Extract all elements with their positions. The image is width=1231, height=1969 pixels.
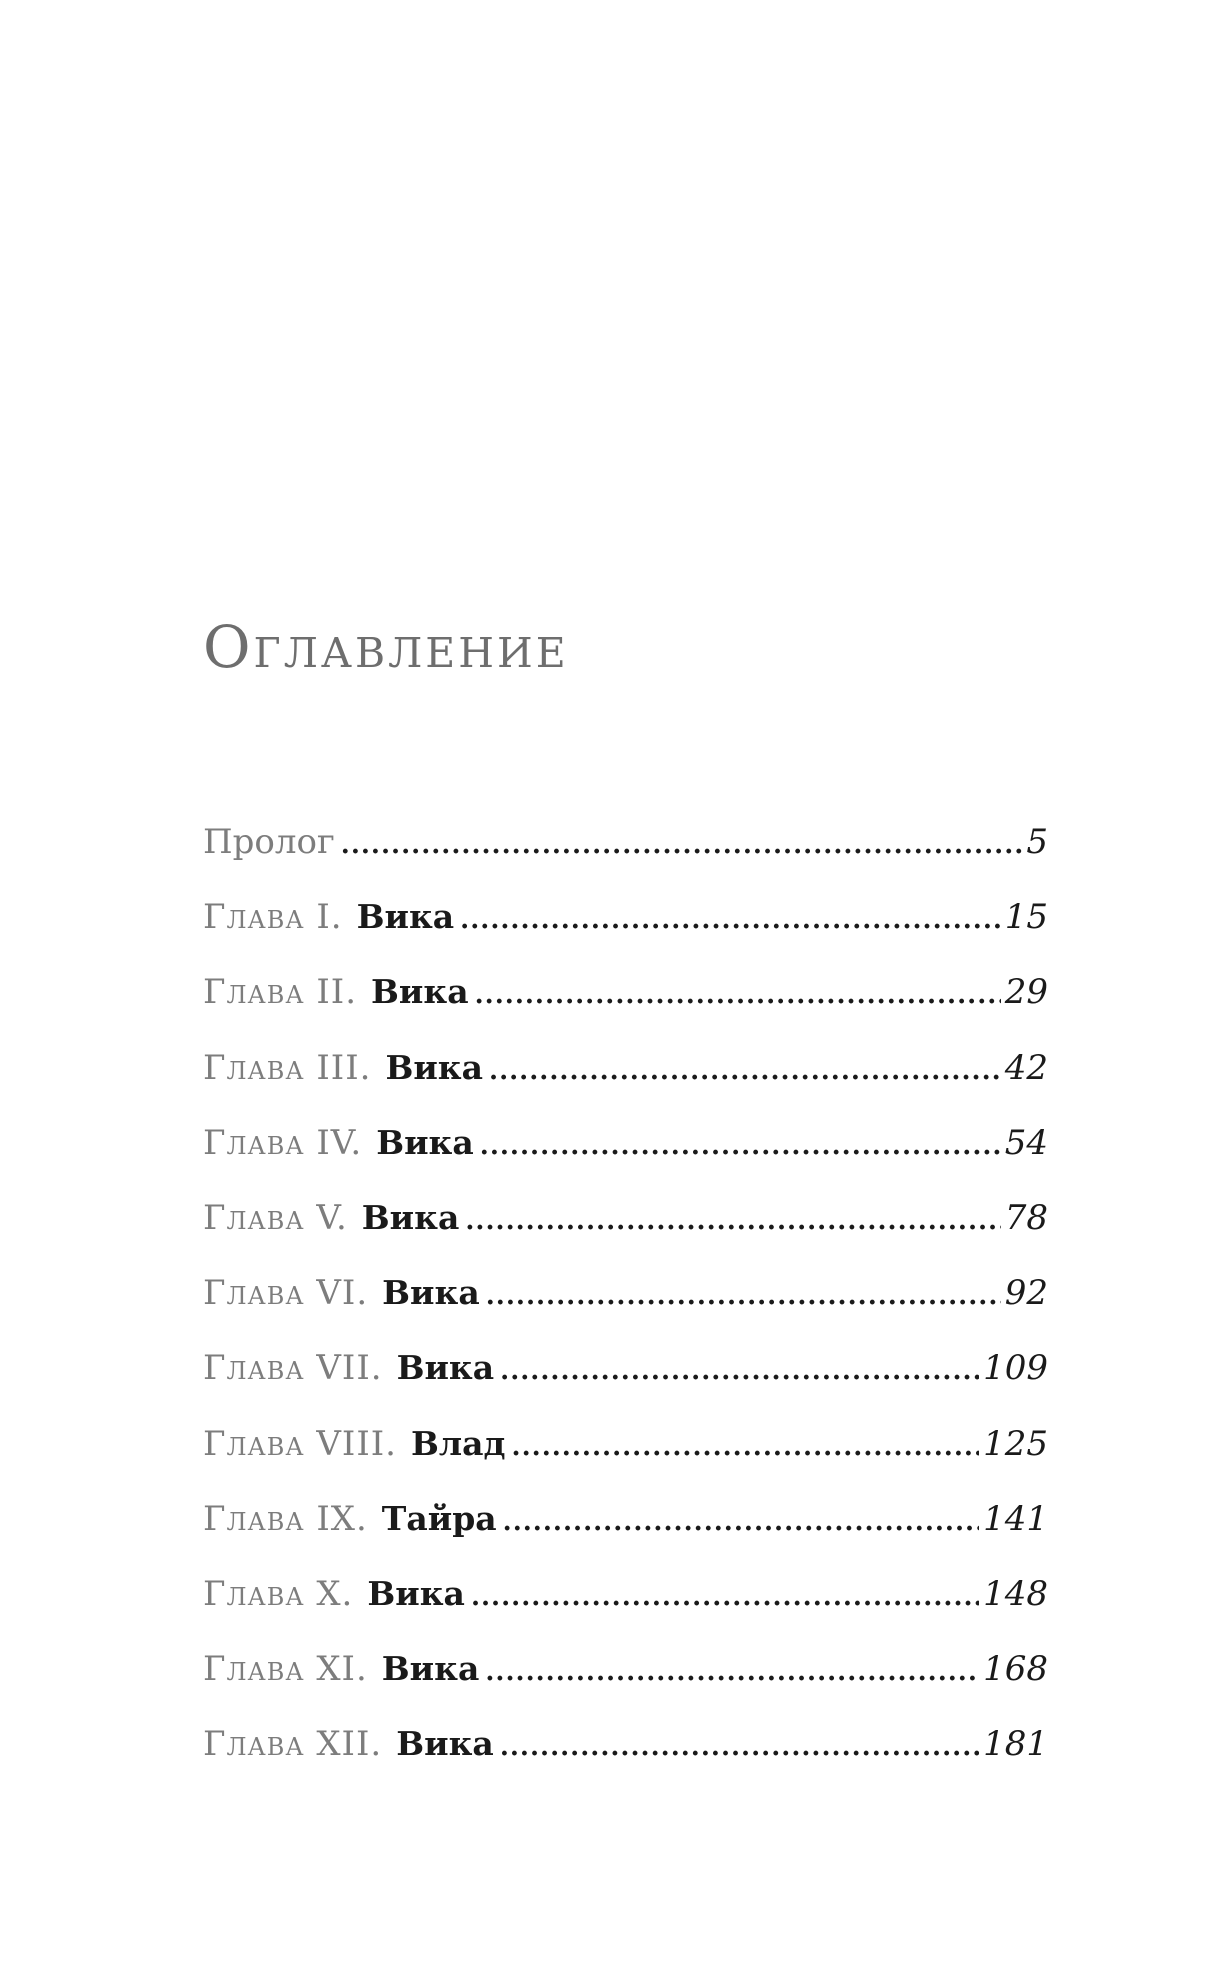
chapter-label: Пролог	[203, 822, 335, 862]
chapter-name: Вика	[367, 1573, 465, 1613]
toc-entry-prologue[interactable]	[203, 822, 1048, 897]
toc-entry-chapter-11[interactable]	[203, 1649, 1048, 1724]
dot-leader	[471, 1582, 979, 1612]
chapter-label: Глава VIII.	[203, 1423, 397, 1464]
chapter-name: Вика	[382, 1273, 480, 1313]
page-number: 148	[983, 1573, 1048, 1614]
chapter-name: Вика	[361, 1197, 460, 1237]
page-number: 109	[983, 1348, 1048, 1389]
dot-leader	[503, 1507, 979, 1537]
dot-leader	[500, 1356, 979, 1386]
page-number: 42	[1004, 1047, 1048, 1088]
chapter-name: Тайра	[381, 1498, 497, 1538]
toc-entry-chapter-8[interactable]	[203, 1424, 1048, 1499]
dot-leader	[485, 1657, 979, 1687]
page-number: 15	[1004, 897, 1048, 938]
toc-entry-chapter-1[interactable]	[203, 897, 1048, 972]
chapter-label: Глава XI.	[203, 1649, 368, 1690]
page-number: 54	[1004, 1122, 1048, 1163]
page-number: 168	[983, 1649, 1048, 1690]
chapter-label: Глава XII.	[203, 1724, 383, 1765]
dot-leader	[465, 1206, 1000, 1236]
page-number: 92	[1004, 1273, 1048, 1314]
toc-entry-chapter-4[interactable]	[203, 1123, 1048, 1198]
toc-entry-chapter-2[interactable]	[203, 972, 1048, 1047]
dot-leader	[475, 980, 1001, 1010]
toc-entry-chapter-5[interactable]	[203, 1198, 1048, 1273]
page-number: 141	[983, 1498, 1048, 1539]
dot-leader	[512, 1432, 980, 1462]
dot-leader	[500, 1732, 979, 1762]
toc-entry-chapter-7[interactable]	[203, 1348, 1048, 1423]
chapter-name: Вика	[376, 1122, 474, 1162]
toc-entry-chapter-12[interactable]	[203, 1724, 1048, 1799]
chapter-name: Влад	[411, 1423, 506, 1463]
chapter-name: Вика	[356, 897, 455, 937]
chapter-label: Глава X.	[203, 1573, 354, 1614]
dot-leader	[489, 1056, 1001, 1086]
chapter-name: Вика	[371, 972, 469, 1012]
page-number: 29	[1004, 972, 1048, 1013]
toc-entry-chapter-3[interactable]	[203, 1048, 1048, 1123]
chapter-name: Вика	[385, 1047, 484, 1087]
toc-entry-chapter-10[interactable]	[203, 1574, 1048, 1649]
chapter-name: Вика	[381, 1649, 480, 1689]
table-of-contents	[203, 822, 1048, 1799]
chapter-name: Вика	[396, 1348, 495, 1388]
toc-entry-chapter-6[interactable]	[203, 1273, 1048, 1348]
chapter-label: Глава III.	[203, 1047, 372, 1088]
page-number: 78	[1004, 1197, 1048, 1238]
dot-leader	[486, 1281, 1001, 1311]
page-number: 5	[1026, 822, 1048, 862]
dot-leader	[460, 905, 1001, 935]
chapter-label: Глава I.	[203, 897, 343, 938]
chapter-label: Глава V.	[203, 1197, 348, 1238]
page-number: 125	[983, 1423, 1048, 1464]
chapter-label: Глава II.	[203, 972, 358, 1013]
page-number: 181	[983, 1724, 1048, 1765]
chapter-label: Глава IV.	[203, 1122, 363, 1163]
chapter-label: Глава VII.	[203, 1348, 383, 1389]
page-title: Оглавление	[203, 613, 569, 681]
chapter-name: Вика	[396, 1724, 494, 1764]
dot-leader	[341, 830, 1023, 860]
dot-leader	[480, 1131, 1001, 1161]
chapter-label: Глава IX.	[203, 1498, 368, 1539]
toc-entry-chapter-9[interactable]	[203, 1499, 1048, 1574]
chapter-label: Глава VI.	[203, 1273, 369, 1314]
